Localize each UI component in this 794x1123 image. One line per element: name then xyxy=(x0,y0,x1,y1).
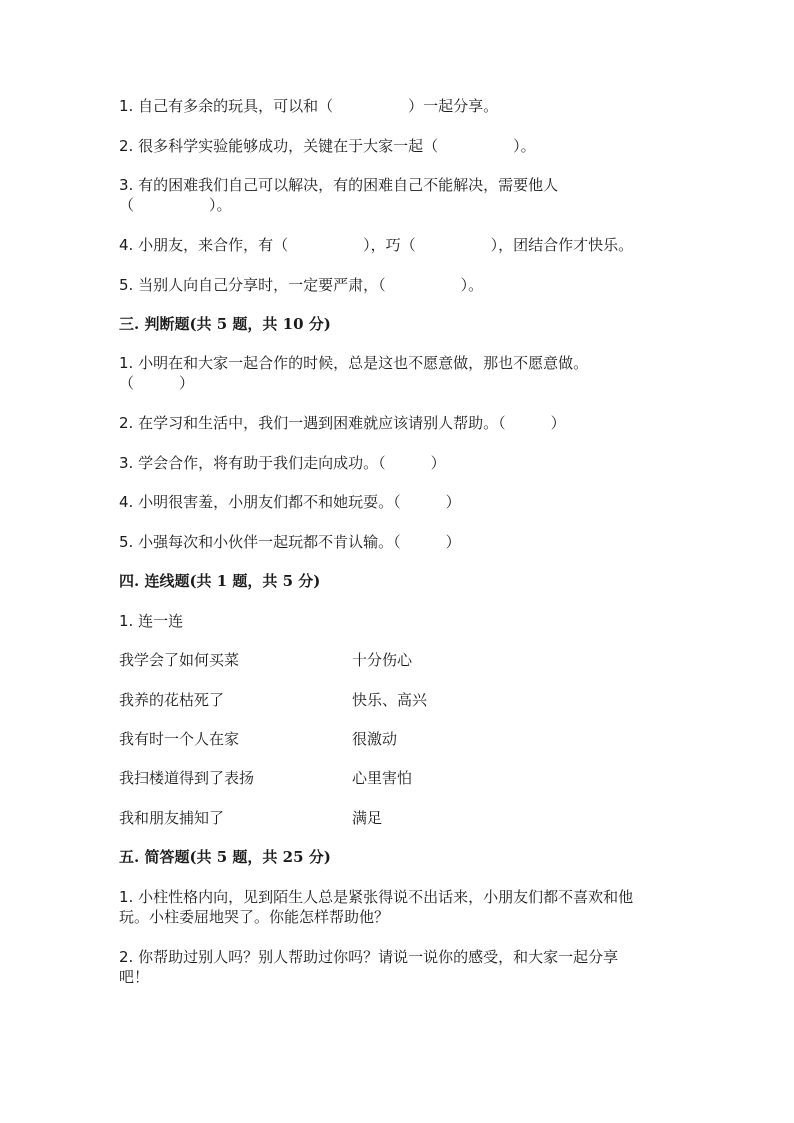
judge-item-4: 4. 小明很害羞，小朋友们都不和她玩耍。（ ） xyxy=(119,493,461,511)
match-left-item: 我养的花枯死了 xyxy=(119,691,225,709)
fill-blank-item-4: 4. 小朋友，来合作，有（ ），巧（ ），团结合作才快乐。 xyxy=(119,236,634,254)
match-right-item: 十分伤心 xyxy=(352,651,413,669)
match-right-item: 满足 xyxy=(352,809,383,827)
fill-blank-item-5: 5. 当别人向自己分享时，一定要严肃，（ ）。 xyxy=(119,276,484,294)
judge-item-1-line1: 1. 小明在和大家一起合作的时候，总是这也不愿意做，那也不愿意做。 xyxy=(119,354,589,372)
match-left-item: 我学会了如何买菜 xyxy=(119,651,240,669)
match-left-item: 我和朋友捕知了 xyxy=(119,809,225,827)
short-answer-item-2-line1: 2. 你帮助过别人吗？别人帮助过你吗？请说一说你的感受，和大家一起分享 xyxy=(119,948,619,966)
short-answer-item-1-line1: 1. 小柱性格内向，见到陌生人总是紧张得说不出话来，小朋友们都不喜欢和他 xyxy=(119,888,634,906)
judge-item-2: 2. 在学习和生活中，我们一遇到困难就应该请别人帮助。（ ） xyxy=(119,414,566,432)
short-answer-item-1-line2: 玩。小柱委屈地哭了。你能怎样帮助他？ xyxy=(119,908,390,926)
short-answer-section-heading: 五. 简答题(共 5 题，共 25 分) xyxy=(119,848,331,866)
match-right-item: 快乐、高兴 xyxy=(352,691,428,709)
match-right-item: 很激动 xyxy=(352,730,398,748)
match-left-item: 我扫楼道得到了表扬 xyxy=(119,769,255,787)
fill-blank-item-2: 2. 很多科学实验能够成功，关键在于大家一起（ ）。 xyxy=(119,137,536,155)
short-answer-item-2-line2: 吧！ xyxy=(119,968,150,986)
fill-blank-item-3-line2: （ ）。 xyxy=(119,196,232,214)
judge-item-5: 5. 小强每次和小伙伴一起玩都不肯认输。（ ） xyxy=(119,533,461,551)
match-left-item: 我有时一个人在家 xyxy=(119,730,240,748)
judge-section-heading: 三. 判断题(共 5 题，共 10 分) xyxy=(119,315,331,333)
match-section-heading: 四. 连线题(共 1 题，共 5 分) xyxy=(119,572,321,590)
match-prompt: 1. 连一连 xyxy=(119,612,184,630)
judge-item-3: 3. 学会合作，将有助于我们走向成功。（ ） xyxy=(119,454,446,472)
fill-blank-item-1: 1. 自己有多余的玩具，可以和（ ）一起分享。 xyxy=(119,97,499,115)
fill-blank-item-3-line1: 3. 有的困难我们自己可以解决，有的困难自己不能解决，需要他人 xyxy=(119,176,559,194)
judge-item-1-line2: （ ） xyxy=(119,374,195,392)
match-right-item: 心里害怕 xyxy=(352,769,413,787)
